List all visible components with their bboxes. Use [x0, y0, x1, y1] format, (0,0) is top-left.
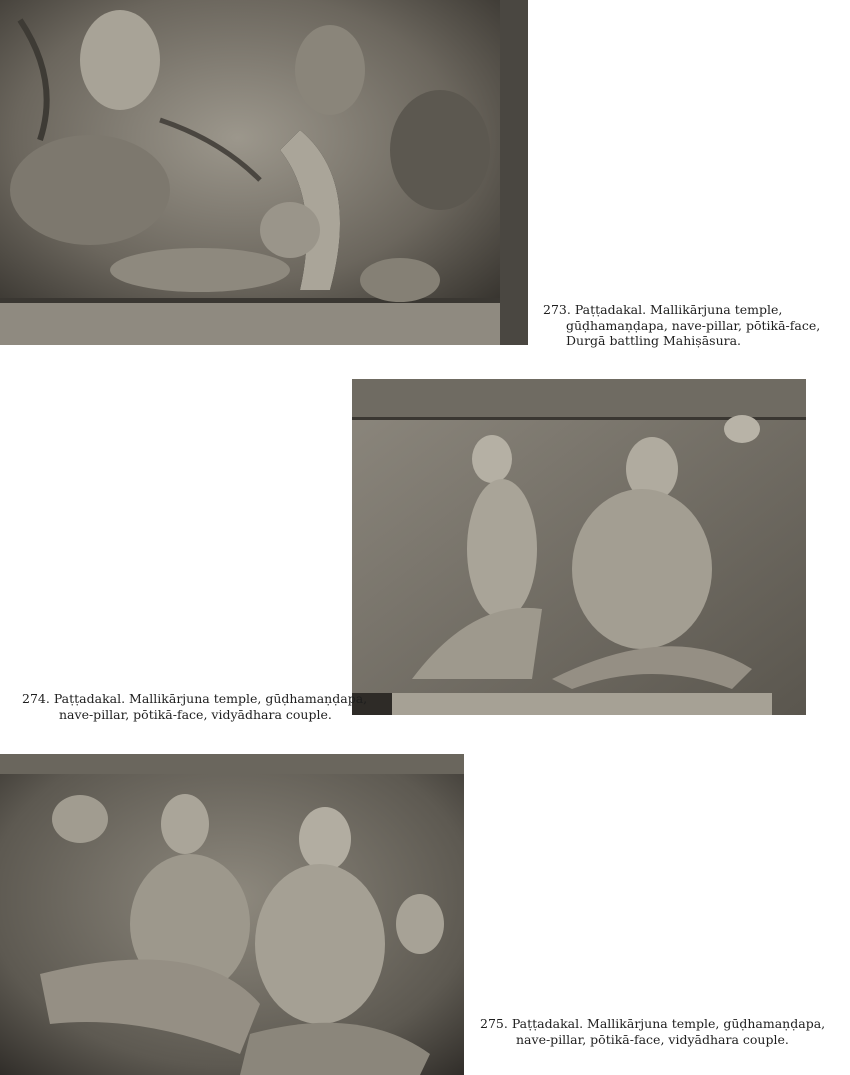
- caption-figure-274: [22, 691, 367, 722]
- photo-vidyadhara-couple-275: [0, 754, 464, 1075]
- caption-text-line: Paṭṭadakal. Mallikārjuna temple, gūḍhamaṇḍapa,: [53, 691, 368, 706]
- relief-sculpture-image: [0, 754, 464, 1075]
- photo-vidyadhara-couple-274: [352, 379, 806, 715]
- figure-number: 275.: [480, 1016, 508, 1031]
- caption-figure-273: [543, 302, 820, 349]
- photo-durga-mahishasura: [0, 0, 528, 345]
- caption-text-line: Durgā battling Mahiṣāsura.: [566, 333, 742, 348]
- caption-text-line: Paṭṭadakal. Mallikārjuna temple,: [574, 302, 783, 317]
- caption-text-line: gūḍhamaṇḍapa, nave-pillar, pōtikā-face,: [566, 317, 821, 333]
- caption-figure-275: [480, 1016, 825, 1047]
- relief-sculpture-image: [352, 379, 806, 715]
- caption-text-line: nave-pillar, pōtikā-face, vidyādhara couple.: [59, 706, 332, 722]
- caption-text-line: nave-pillar, pōtikā-face, vidyādhara couple.: [516, 1031, 789, 1047]
- relief-sculpture-image: [0, 0, 528, 345]
- figure-number: 273.: [543, 302, 571, 317]
- caption-text-line: Paṭṭadakal. Mallikārjuna temple, gūḍhamaṇḍapa,: [511, 1016, 826, 1031]
- figure-number: 274.: [22, 691, 50, 706]
